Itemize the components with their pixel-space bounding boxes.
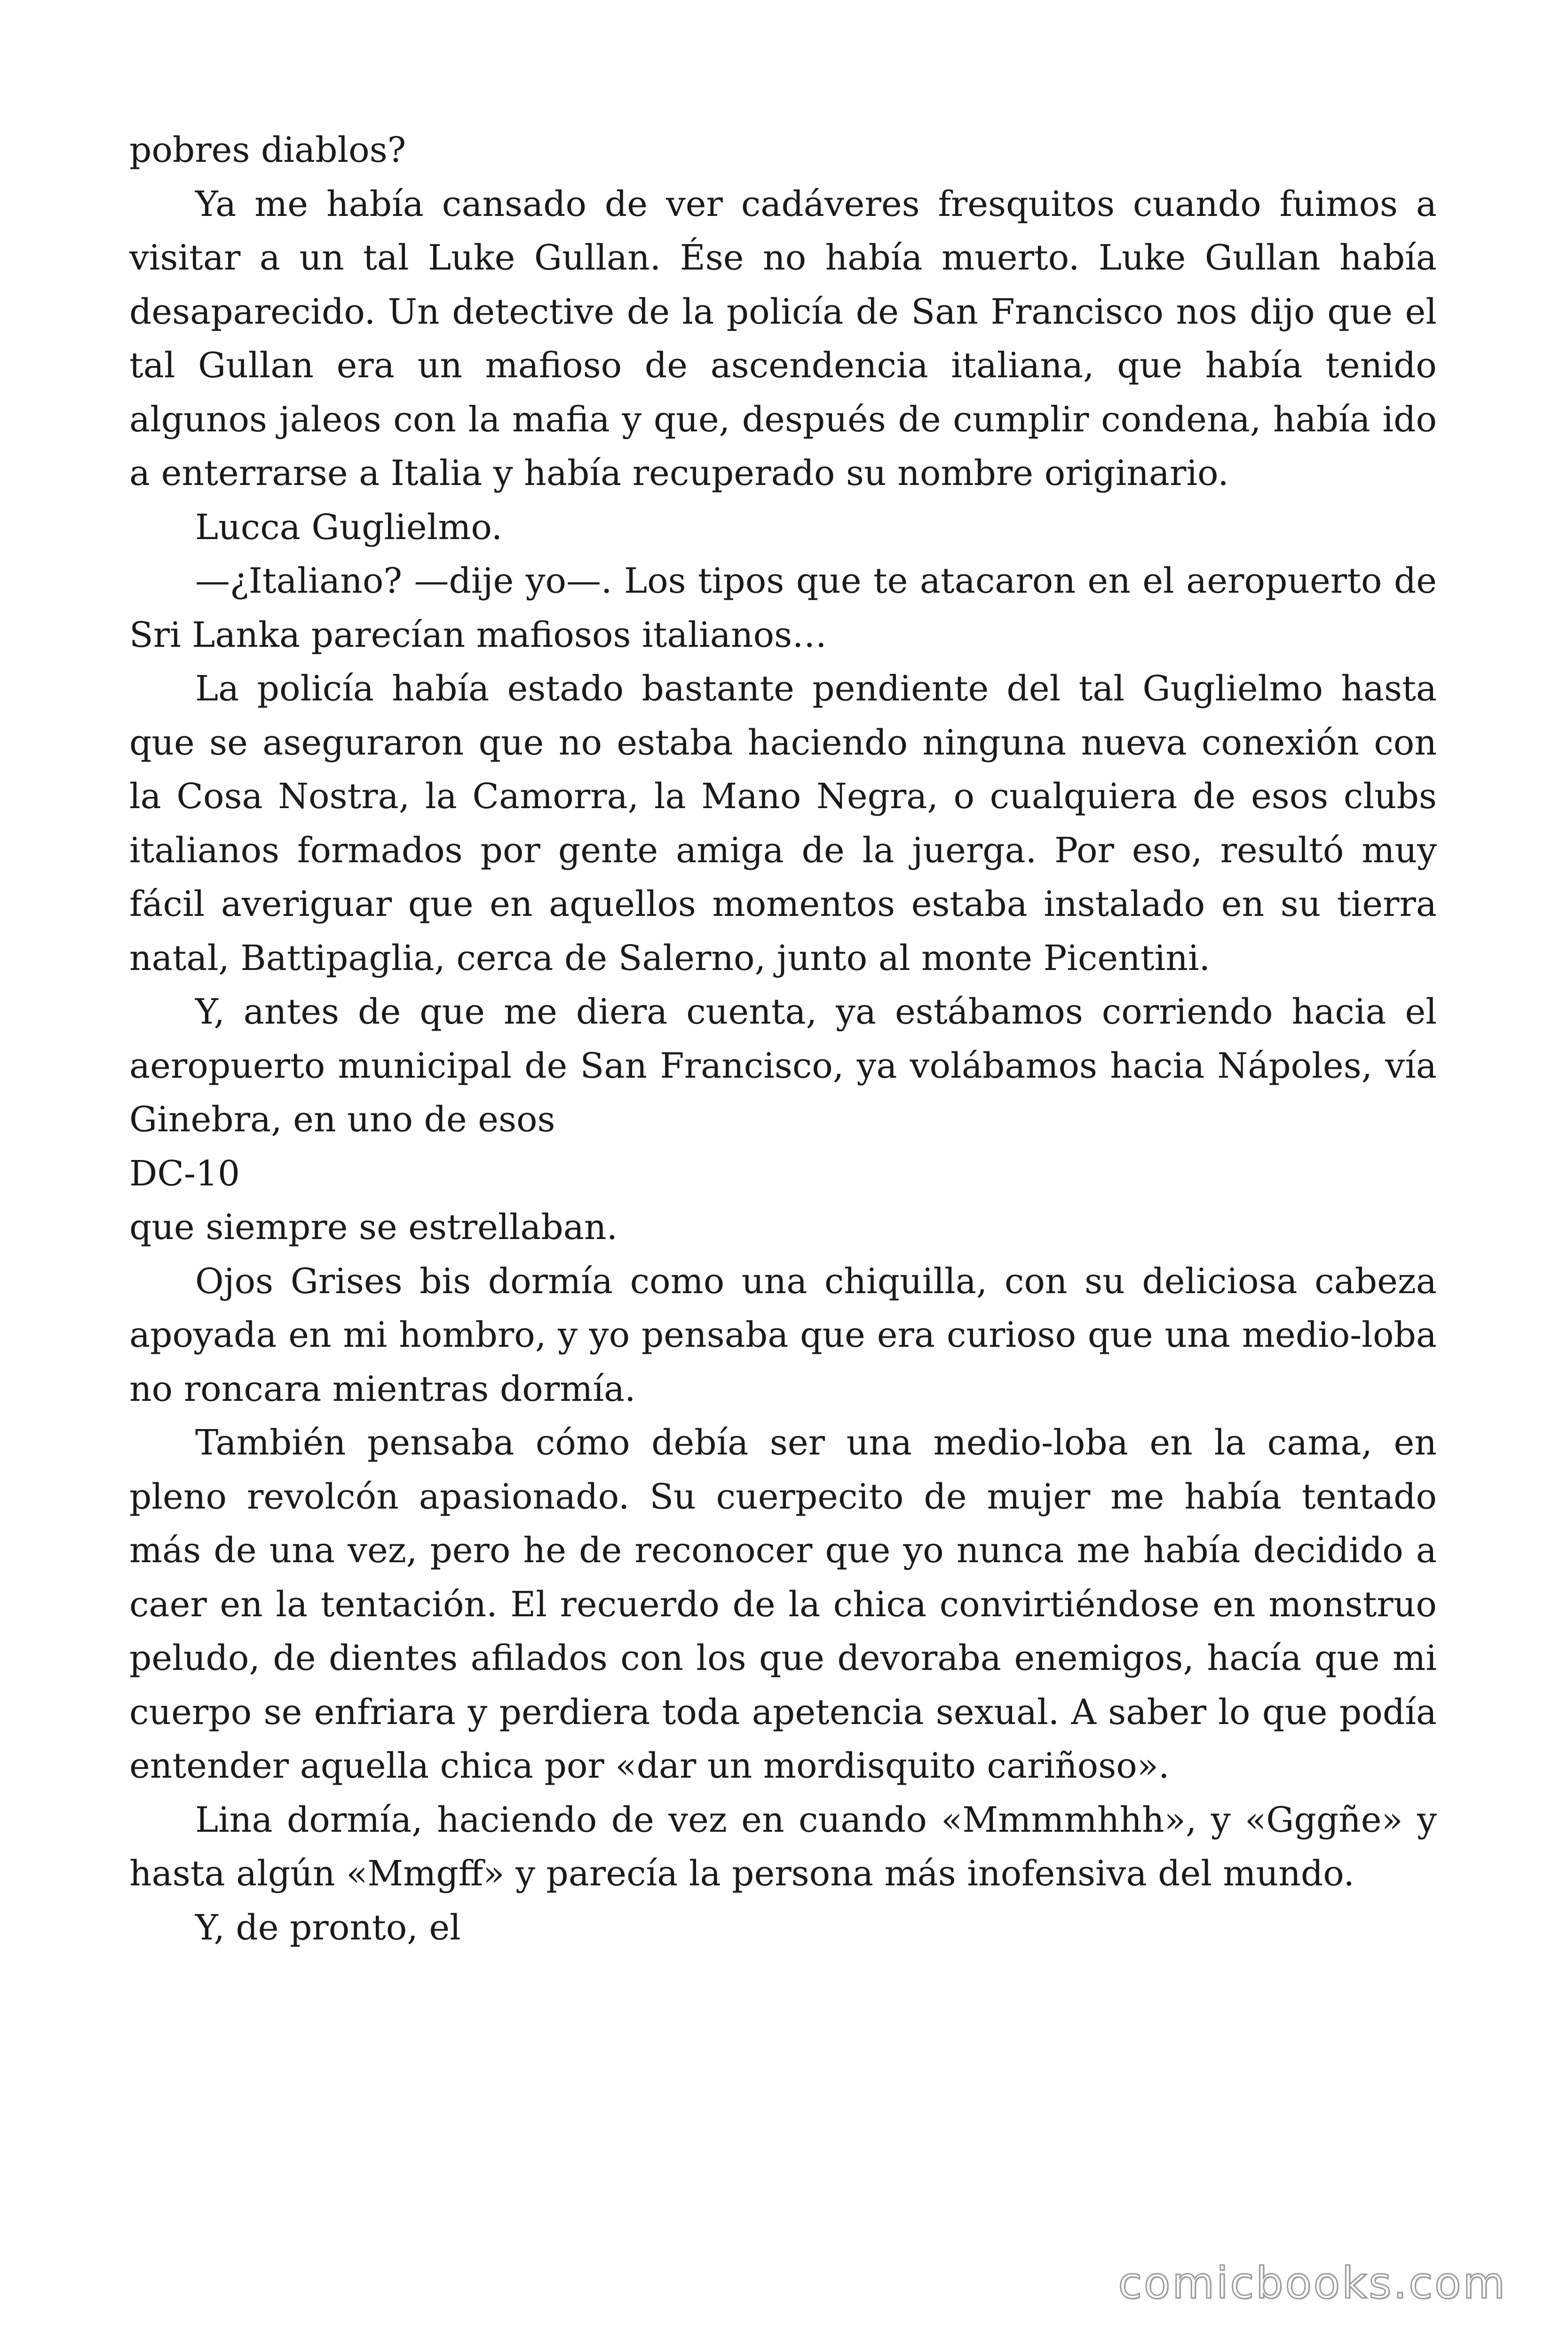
body-text xyxy=(129,123,1437,1955)
paragraph: También pensaba cómo debía ser una medio-loba en la cama, en pleno revolcón apasionado. Su cuerpecito de mujer me había tentado más de una vez, pero he de reconocer que yo nunca me había decidido a caer en la tentación. El recuerdo de la chica convirtiéndose en monstruo peludo, de dientes afilados con los que devoraba enemigos, hacía que mi cuerpo se enfriara y perdiera toda apetencia sexual. A saber lo que podía entender aquella chica por «dar un mordisquito cariñoso». xyxy=(129,1422,1437,1786)
paragraph: Y, antes de que me diera cuenta, ya estábamos corriendo hacia el aeropuerto municipal de San Francisco, ya volábamos hacia Nápoles, vía Ginebra, en uno de esos xyxy=(129,992,1437,1140)
paragraph: Y, de pronto, el xyxy=(195,1907,461,1948)
paragraph: Lina dormía, haciendo de vez en cuando «Mmmmhhh», y «Gggñe» y hasta algún «Mmgff» y parecía la persona más inofensiva del mundo. xyxy=(129,1799,1437,1894)
paragraph: pobres diablos? xyxy=(129,130,406,170)
paragraph: Ojos Grises bis dormía como una chiquilla, con su deliciosa cabeza apoyada en mi hombro, y yo pensaba que era curioso que una medio-loba no roncara mientras dormía. xyxy=(129,1261,1437,1409)
paragraph: Ya me había cansado de ver cadáveres fresquitos cuando fuimos a visitar a un tal Luke Gullan. Ése no había muerto. Luke Gullan había desaparecido. Un detective de la policía de San Francisco nos dijo que el tal Gullan era un mafioso de ascendencia italiana, que había tenido algunos jaleos con la mafia y que, después de cumplir condena, había ido a enterrarse a Italia y había recuperado su nombre originario. xyxy=(129,183,1437,493)
paragraph: DC-10 xyxy=(129,1153,240,1194)
paragraph: Lucca Guglielmo. xyxy=(195,507,503,548)
paragraph: que siempre se estrellaban. xyxy=(129,1207,618,1248)
watermark: comicbooks.com xyxy=(1118,2258,1507,2308)
paragraph: La policía había estado bastante pendiente del tal Guglielmo hasta que se aseguraron que no estaba haciendo ninguna nueva conexión con la Cosa Nostra, la Camorra, la Mano Negra, o cualquiera de esos clubs italianos formados por gente amiga de la juerga. Por eso, resultó muy fácil averiguar que en aquellos momentos estaba instalado en su tierra natal, Battipaglia, cerca de Salerno, junto al monte Picentini. xyxy=(129,668,1437,978)
paragraph: —¿Italiano? —dije yo—. Los tipos que te atacaron en el aeropuerto de Sri Lanka parecían mafiosos italianos… xyxy=(129,561,1437,655)
